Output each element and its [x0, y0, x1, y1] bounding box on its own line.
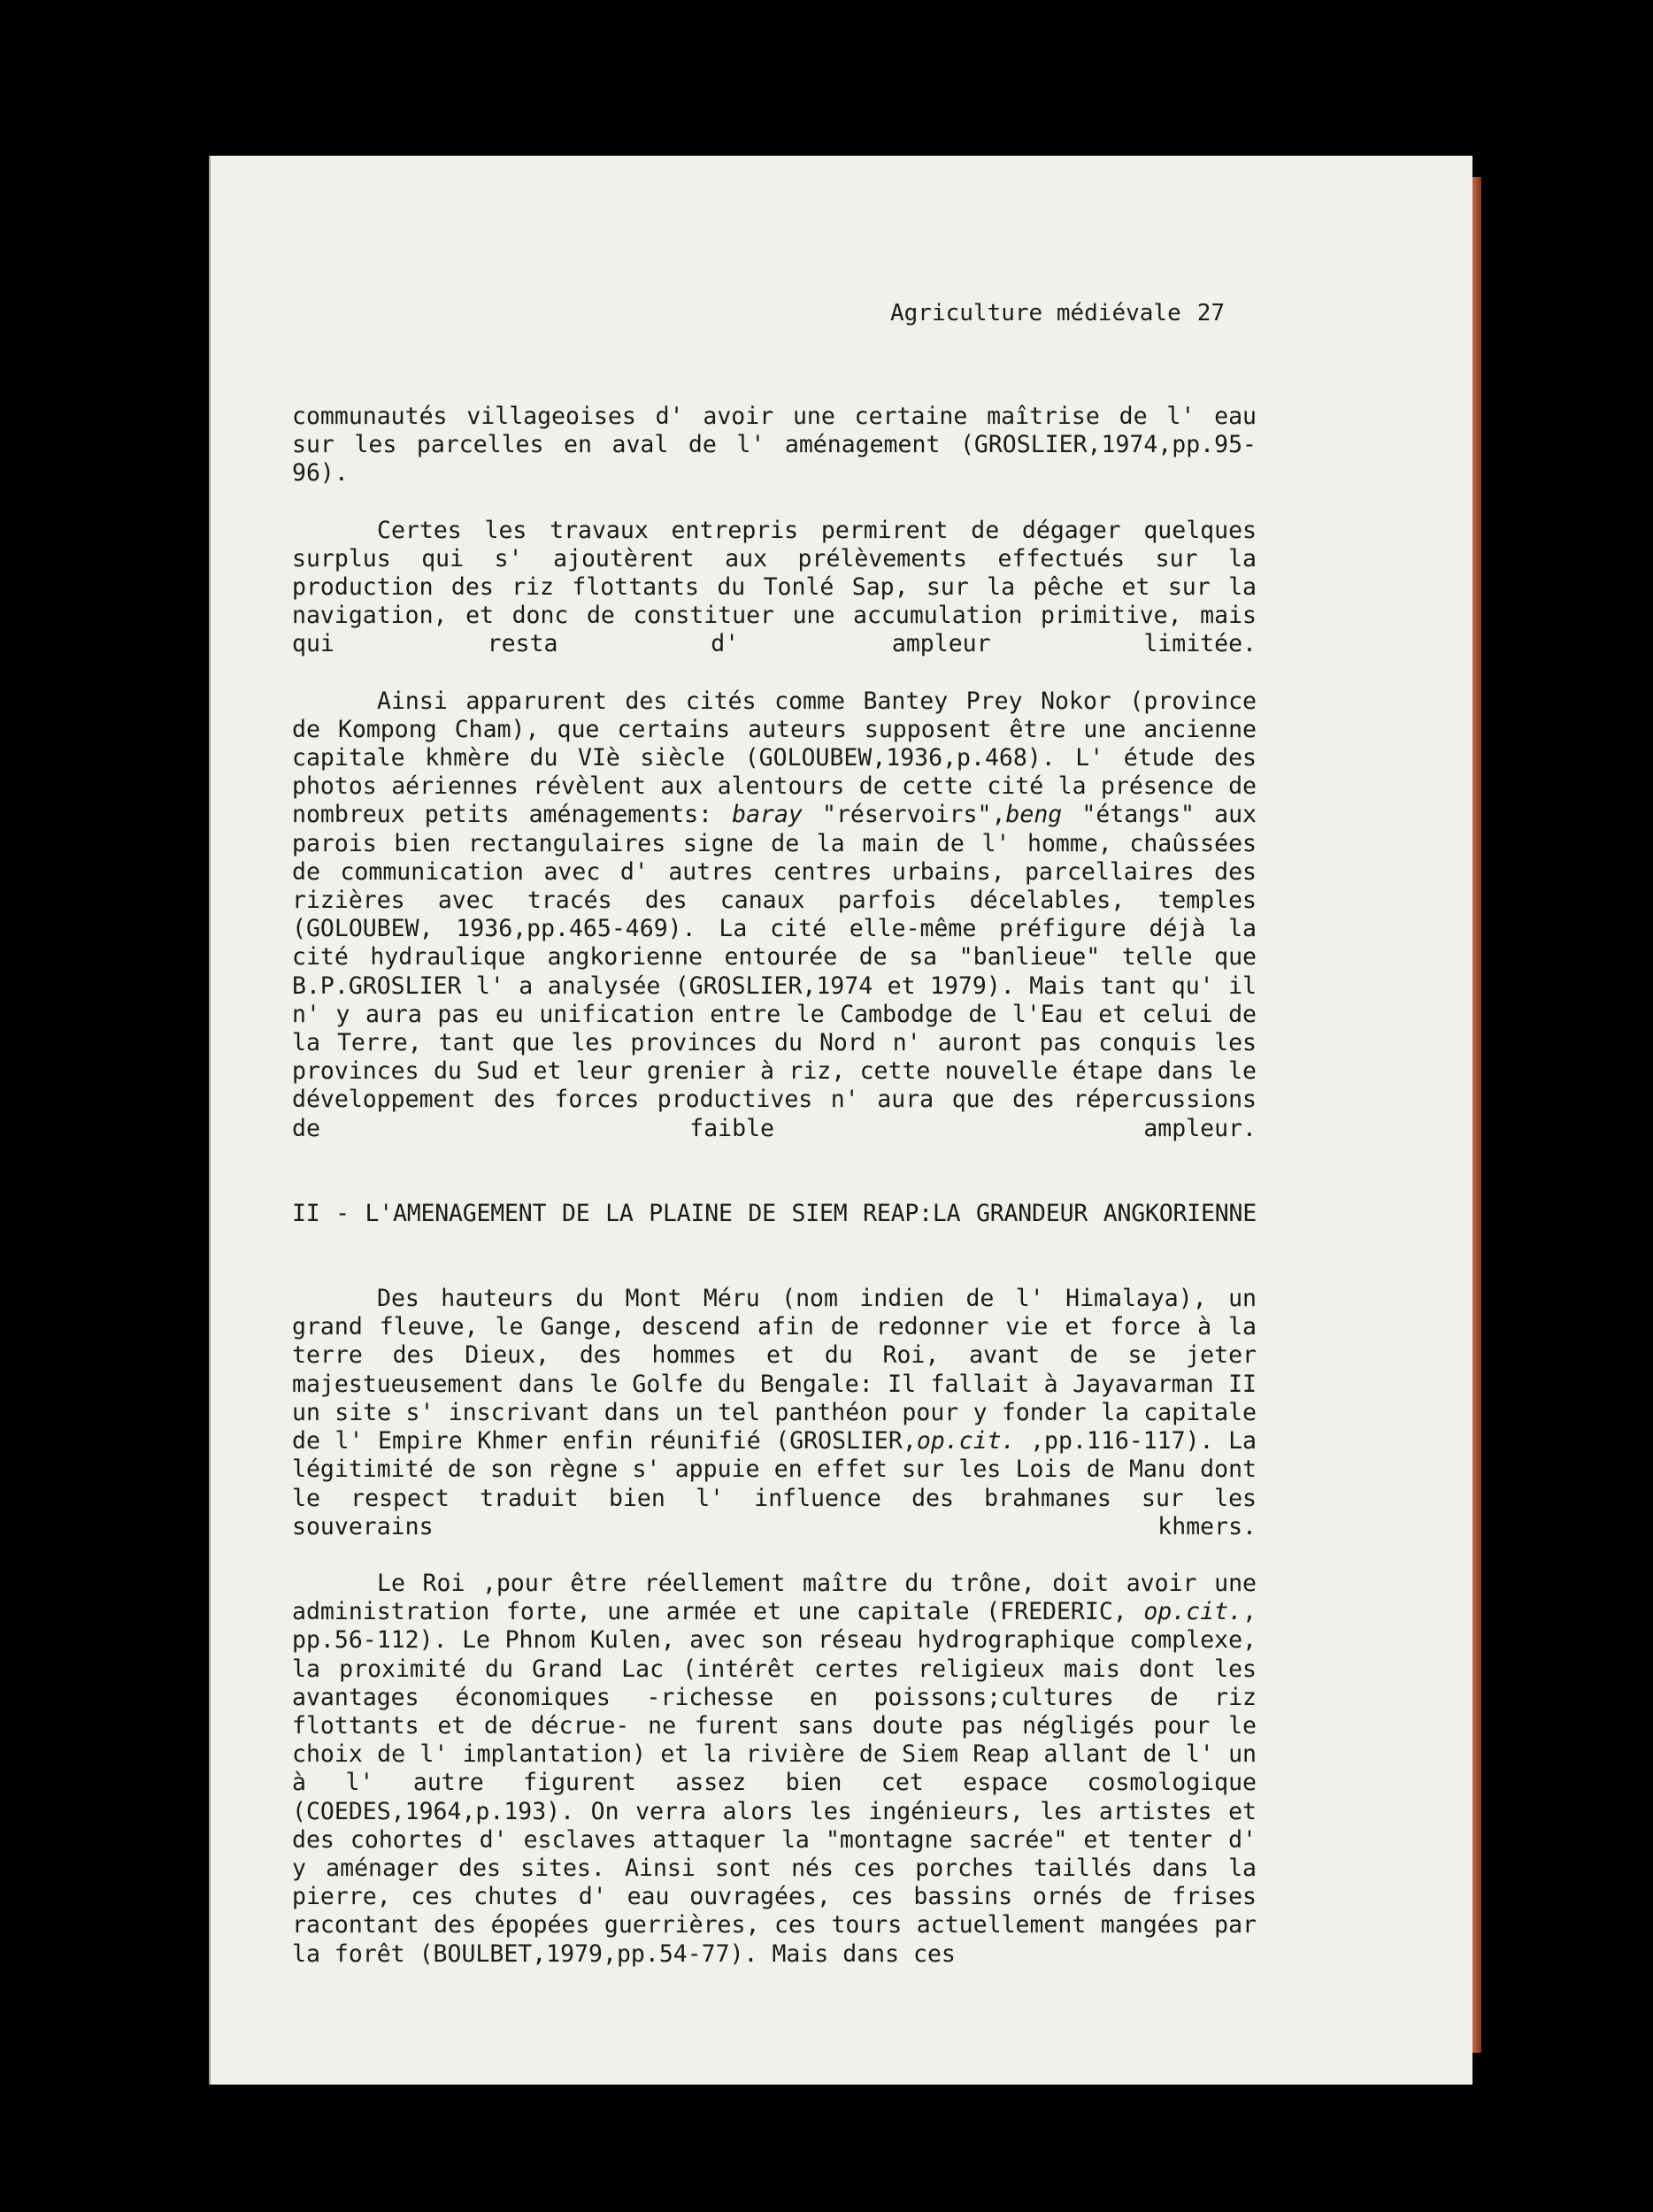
running-title: Agriculture médiévale — [890, 300, 1181, 326]
page-number: 27 — [1196, 300, 1226, 326]
term-beng: beng — [1005, 801, 1063, 829]
section-heading: II - L'AMENAGEMENT DE LA PLAINE DE SIEM REAP:LA GRANDEUR ANGKORIENNE — [292, 1199, 1257, 1227]
paragraph-4: Des hauteurs du Mont Méru (nom indien de l' Himalaya), un grand fleuve, le Gange, descend afin de redonner vie et force à la terre des Dieux, des hommes et du Roi, avant de se jeter majestueusement dans le Golfe du Bengale: Il fallait à Jayavarman II un site s' inscrivant dans un tel panthéon pour y fonder la capitale de l' Empire Khmer enfin réunifié (GROSLIER,op.cit. ,pp.116-117). La légitimité de son règne s' appuie en effet sur les Lois de Manu dont le respect traduit bien l' influence des brahmanes sur les souverains khmers. — [292, 1285, 1257, 1540]
running-header — [890, 300, 1225, 326]
term-baray: baray — [732, 801, 803, 829]
paragraph-1: communautés villageoises d' avoir une certaine maîtrise de l' eau sur les parcelles en aval de l' aménagement (GROSLIER,1974,pp.95-96). — [292, 403, 1257, 488]
paragraph-3: Ainsi apparurent des cités comme Bantey Prey Nokor (province de Kompong Cham), que certains auteurs supposent être une ancienne capitale khmère du VIè siècle (GOLOUBEW,1936,p.468). L' étude des photos aériennes révèlent aux alentours de cette cité la présence de nombreux petits aménagements: baray "réservoirs",beng "étangs" aux parois bien rectangulaires signe de la main de l' homme, chaûssées de communication avec d' autres centres urbains, parcellaires des rizières avec tracés des canaux parfois décelables, temples (GOLOUBEW, 1936,pp.465-469). La cité elle-même préfigure déjà la cité hydraulique angkorienne entourée de sa "banlieue" telle que B.P.GROSLIER l' a analysée (GROSLIER,1974 et 1979). Mais tant qu' il n' y aura pas eu unification entre le Cambodge de l'Eau et celui de la Terre, tant que les provinces du Nord n' auront pas conquis les provinces du Sud et leur grenier à riz, cette nouvelle étape dans le développement des forces productives n' aura que des répercussions de faible ampleur. — [292, 687, 1257, 1142]
paragraph-5: Le Roi ,pour être réellement maître du trône, doit avoir une administration forte, une armée et une capitale (FREDERIC, op.cit., pp.56-112). Le Phnom Kulen, avec son réseau hydrographique complexe, la proximité du Grand Lac (intérêt certes religieux mais dont les avantages économiques -richesse en poissons;cultures de riz flottants et de décrue- ne furent sans doute pas négligés pour le choix de l' implantation) et la rivière de Siem Reap allant de l' un à l' autre figurent assez bien cet espace cosmologique (COEDES,1964,p.193). On verra alors les ingénieurs, les artistes et des cohortes d' esclaves attaquer la "montagne sacrée" et tenter d' y aménager des sites. Ainsi sont nés ces porches taillés dans la pierre, ces chutes d' eau ouvragées, ces bassins ornés de frises racontant des épopées guerrières, ces tours actuellement mangées par la forêt (BOULBET,1979,pp.54-77). Mais dans ces — [292, 1569, 1257, 1968]
body-text — [292, 403, 1257, 1969]
citation-op-cit: op.cit. — [916, 1427, 1016, 1455]
paragraph-2: Certes les travaux entrepris permirent de dégager quelques surplus qui s' ajoutèrent aux prélèvements effectués sur la production des riz flottants du Tonlé Sap, sur la pêche et sur la navigation, et donc de constituer une accumulation primitive, mais qui resta d' ampleur limitée. — [292, 516, 1257, 658]
citation-op-cit-2: op.cit. — [1143, 1598, 1243, 1626]
